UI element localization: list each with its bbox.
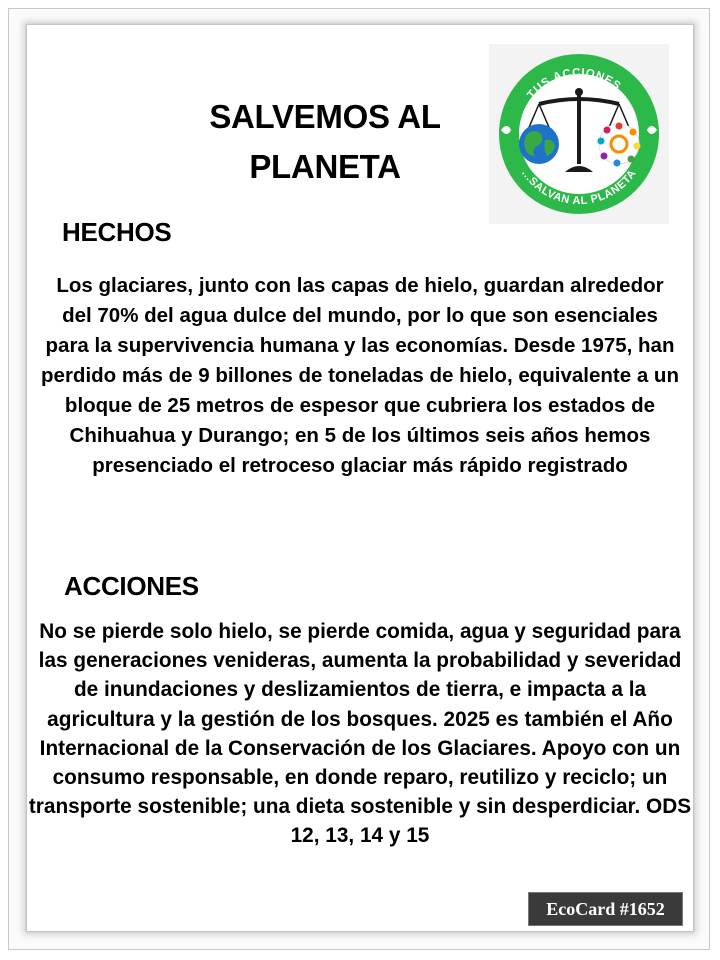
page-title [150, 92, 500, 192]
title-line-2: PLANETA [249, 148, 401, 185]
logo [489, 44, 669, 224]
title-line-1: SALVEMOS AL [209, 98, 441, 135]
logo-emblem [489, 44, 669, 224]
earth-globe-icon [519, 124, 559, 164]
logo-top-text: TUS ACCIONES... [525, 66, 633, 102]
acciones-text: No se pierde solo hielo, se pierde comida, agua y seguridad para las generaciones venideras, aumenta la probabilidad y severidad de inundaciones y deslizamientos de tierra, e impacta a la agricultura y la gestión de los bosques. 2025 es también el Año Internacional de la Conservación de los Glaciares. Apoyo con un consumo responsable, en donde reparo, reutilizo y reciclo; un transporte sostenible; una dieta sostenible y sin desperdiciar. ODS 12, 13, 14 y 15 [28, 620, 692, 848]
section-heading-hechos: HECHOS [62, 217, 172, 247]
section-heading-acciones: ACCIONES [64, 571, 199, 601]
ecocard-badge: EcoCard #1652 [529, 893, 682, 925]
hechos-text: Los glaciares, junto con las capas de hielo, guardan alrededor del 70% del agua dulce del mundo, por lo que son esenciales para la supervivencia humana y las economías. Desde 1975, han perdido más de 9 billones de toneladas de hielo, equivalente a un bloque de 25 metros de espesor que cubriera los estados de Chihuahua y Durango; en 5 de los últimos seis años hemos presenciado el retroceso glaciar más rápido registrado [41, 274, 679, 477]
logo-bottom-text: ...SALVAN AL PLANETA [519, 167, 639, 208]
